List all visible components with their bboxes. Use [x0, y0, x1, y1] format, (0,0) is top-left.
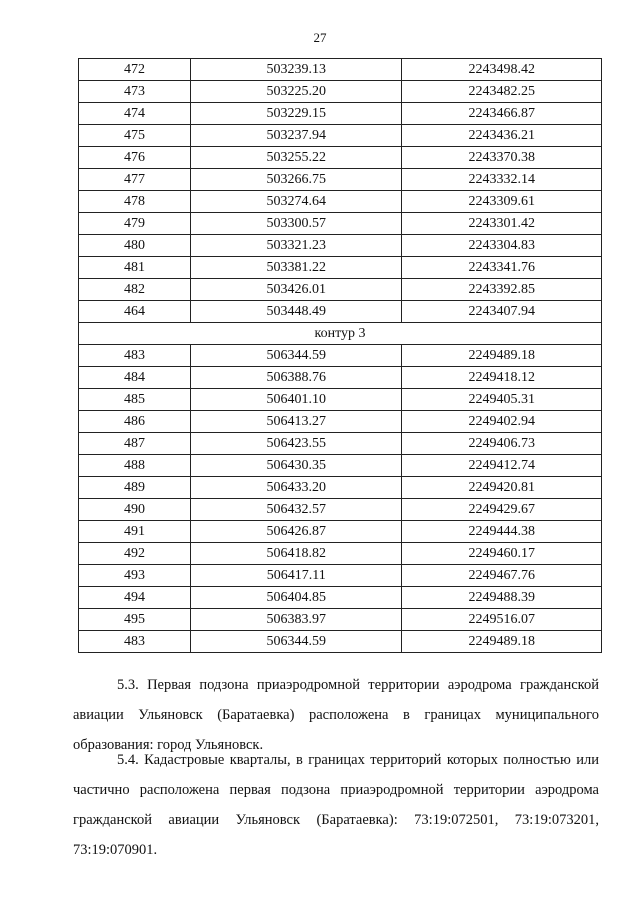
y-coordinate-cell: 2243482.25 [402, 81, 602, 103]
point-number-cell: 473 [79, 81, 191, 103]
x-coordinate-cell: 506388.76 [191, 367, 402, 389]
table-row [79, 213, 602, 235]
point-number-cell: 485 [79, 389, 191, 411]
table-row [79, 367, 602, 389]
table-row [79, 609, 602, 631]
point-number-cell: 486 [79, 411, 191, 433]
table-row [79, 411, 602, 433]
x-coordinate-cell: 503448.49 [191, 301, 402, 323]
table-row [79, 301, 602, 323]
point-number-cell: 483 [79, 345, 191, 367]
x-coordinate-cell: 506433.20 [191, 477, 402, 499]
point-number-cell: 481 [79, 257, 191, 279]
table-row [79, 477, 602, 499]
table-row [79, 191, 602, 213]
x-coordinate-cell: 506413.27 [191, 411, 402, 433]
table-row [79, 235, 602, 257]
point-number-cell: 489 [79, 477, 191, 499]
y-coordinate-cell: 2249412.74 [402, 455, 602, 477]
y-coordinate-cell: 2249489.18 [402, 345, 602, 367]
point-number-cell: 472 [79, 59, 191, 81]
paragraph-5-3: 5.3. Первая подзона приаэродромной территории аэродрома гражданской авиации Ульяновск (Баратаевка) расположена в границах муниципального образования: город Ульяновск. [73, 677, 599, 753]
y-coordinate-cell: 2249402.94 [402, 411, 602, 433]
point-number-cell: 464 [79, 301, 191, 323]
x-coordinate-cell: 503300.57 [191, 213, 402, 235]
point-number-cell: 488 [79, 455, 191, 477]
y-coordinate-cell: 2243304.83 [402, 235, 602, 257]
x-coordinate-cell: 506344.59 [191, 631, 402, 653]
x-coordinate-cell: 503321.23 [191, 235, 402, 257]
x-coordinate-cell: 503255.22 [191, 147, 402, 169]
y-coordinate-cell: 2249444.38 [402, 521, 602, 543]
x-coordinate-cell: 506344.59 [191, 345, 402, 367]
point-number-cell: 480 [79, 235, 191, 257]
table-row [79, 587, 602, 609]
table-row [79, 631, 602, 653]
y-coordinate-cell: 2243309.61 [402, 191, 602, 213]
table-row [79, 543, 602, 565]
point-number-cell: 475 [79, 125, 191, 147]
table-row [79, 125, 602, 147]
y-coordinate-cell: 2243341.76 [402, 257, 602, 279]
table-row [79, 565, 602, 587]
point-number-cell: 479 [79, 213, 191, 235]
y-coordinate-cell: 2249406.73 [402, 433, 602, 455]
x-coordinate-cell: 503237.94 [191, 125, 402, 147]
x-coordinate-cell: 506417.11 [191, 565, 402, 587]
y-coordinate-cell: 2249420.81 [402, 477, 602, 499]
y-coordinate-cell: 2243407.94 [402, 301, 602, 323]
x-coordinate-cell: 503381.22 [191, 257, 402, 279]
x-coordinate-cell: 506404.85 [191, 587, 402, 609]
table-row [79, 499, 602, 521]
paragraph-5-4: 5.4. Кадастровые кварталы, в границах территорий которых полностью или частично расположена первая подзона приаэродромной территории аэродрома гражданской авиации Ульяновск (Баратаевка): 73:19:072501, 73:19:073201, 73:19:070901. [73, 752, 599, 858]
y-coordinate-cell: 2243392.85 [402, 279, 602, 301]
point-number-cell: 477 [79, 169, 191, 191]
x-coordinate-cell: 506418.82 [191, 543, 402, 565]
y-coordinate-cell: 2243466.87 [402, 103, 602, 125]
x-coordinate-cell: 503266.75 [191, 169, 402, 191]
x-coordinate-cell: 506426.87 [191, 521, 402, 543]
table-row [79, 345, 602, 367]
y-coordinate-cell: 2243498.42 [402, 59, 602, 81]
section-row [79, 323, 602, 345]
table-row [79, 103, 602, 125]
y-coordinate-cell: 2249405.31 [402, 389, 602, 411]
y-coordinate-cell: 2249429.67 [402, 499, 602, 521]
x-coordinate-cell: 506432.57 [191, 499, 402, 521]
table-row [79, 169, 602, 191]
point-number-cell: 484 [79, 367, 191, 389]
point-number-cell: 494 [79, 587, 191, 609]
y-coordinate-cell: 2249460.17 [402, 543, 602, 565]
x-coordinate-cell: 503239.13 [191, 59, 402, 81]
x-coordinate-cell: 506401.10 [191, 389, 402, 411]
y-coordinate-cell: 2243370.38 [402, 147, 602, 169]
point-number-cell: 491 [79, 521, 191, 543]
table-row [79, 389, 602, 411]
point-number-cell: 493 [79, 565, 191, 587]
x-coordinate-cell: 503274.64 [191, 191, 402, 213]
table-row [79, 257, 602, 279]
point-number-cell: 483 [79, 631, 191, 653]
table-row [79, 81, 602, 103]
table-row [79, 147, 602, 169]
x-coordinate-cell: 506430.35 [191, 455, 402, 477]
table-row [79, 455, 602, 477]
point-number-cell: 495 [79, 609, 191, 631]
x-coordinate-cell: 503426.01 [191, 279, 402, 301]
y-coordinate-cell: 2249488.39 [402, 587, 602, 609]
point-number-cell: 487 [79, 433, 191, 455]
y-coordinate-cell: 2249418.12 [402, 367, 602, 389]
point-number-cell: 482 [79, 279, 191, 301]
point-number-cell: 490 [79, 499, 191, 521]
y-coordinate-cell: 2243332.14 [402, 169, 602, 191]
y-coordinate-cell: 2249516.07 [402, 609, 602, 631]
table-row [79, 521, 602, 543]
y-coordinate-cell: 2249467.76 [402, 565, 602, 587]
coordinates-table [78, 58, 602, 653]
table-row [79, 279, 602, 301]
point-number-cell: 478 [79, 191, 191, 213]
y-coordinate-cell: 2243301.42 [402, 213, 602, 235]
point-number-cell: 492 [79, 543, 191, 565]
table-row [79, 433, 602, 455]
x-coordinate-cell: 503229.15 [191, 103, 402, 125]
table-row [79, 59, 602, 81]
point-number-cell: 476 [79, 147, 191, 169]
x-coordinate-cell: 506423.55 [191, 433, 402, 455]
section-label: контур 3 [79, 323, 602, 345]
y-coordinate-cell: 2243436.21 [402, 125, 602, 147]
x-coordinate-cell: 506383.97 [191, 609, 402, 631]
point-number-cell: 474 [79, 103, 191, 125]
page-number: 27 [313, 30, 327, 45]
x-coordinate-cell: 503225.20 [191, 81, 402, 103]
coordinates-table-body [79, 59, 602, 653]
y-coordinate-cell: 2249489.18 [402, 631, 602, 653]
